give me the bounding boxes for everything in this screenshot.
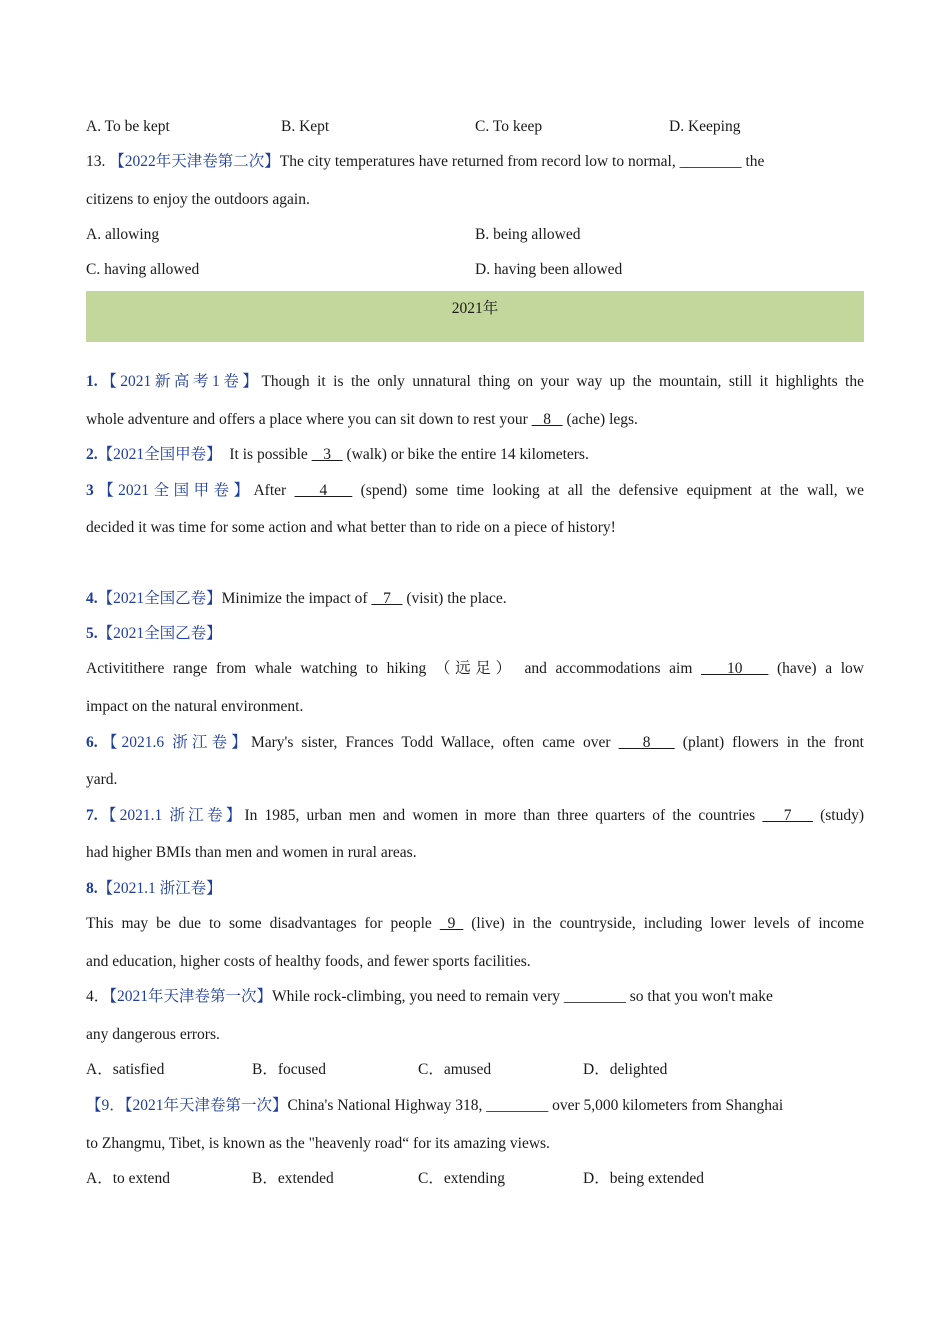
item-9-text: While rock-climbing, you need to remain very ________ so that you won't make (272, 988, 773, 1005)
item-6-line-1 (86, 733, 864, 753)
q13-question-line-2: citizens to enjoy the outdoors again. (86, 191, 310, 208)
item-6-line-2: yard. (86, 771, 118, 788)
q13-option-d[interactable]: D. having been allowed (475, 261, 623, 278)
item-8-text: This may be due to some disadvantages for people (86, 915, 440, 932)
item-6-source-tag: 【2021.6 浙江卷】 (97, 734, 251, 751)
item-3-line-2: decided it was time for some action and what better than to ride on a piece of history! (86, 519, 616, 536)
section-title: 2021年 (451, 300, 499, 317)
item-2-source-tag: 【2021全国甲卷】 (97, 446, 222, 463)
item-3-source-tag: 【2021全国甲卷】 (93, 482, 254, 499)
q13-option-b[interactable]: B. being allowed (475, 226, 581, 243)
item-6-hint: (plant) flowers in the front (674, 734, 864, 751)
item-3-hint: (spend) some time looking at all the defensive equipment at the wall, we (352, 482, 864, 499)
item-8-blank[interactable]: 9 (439, 915, 464, 932)
item-10-number: 【9． (86, 1097, 125, 1114)
item-4-line (86, 589, 864, 609)
item-9-option-c[interactable]: C．amused (418, 1061, 492, 1078)
item-8-number: 8. (86, 880, 98, 897)
q12-option-b[interactable]: B. Kept (281, 118, 330, 135)
item-9-option-b[interactable]: B．focused (252, 1061, 327, 1078)
item-5-line-1 (86, 659, 864, 679)
q12-option-a[interactable]: A. To be kept (86, 118, 170, 135)
q12-option-c[interactable]: C. To keep (475, 118, 543, 135)
item-1-hint: (ache) legs. (562, 411, 638, 428)
item-1-number: 1. (86, 373, 98, 390)
item-1-blank[interactable]: 8 (531, 411, 563, 428)
item-2-text: It is possible (221, 446, 312, 463)
item-7-hint: (study) (812, 807, 865, 824)
item-10-option-c[interactable]: C．extending (418, 1170, 505, 1187)
q12-option-d[interactable]: D. Keeping (669, 118, 741, 135)
item-8-line-2: and education, higher costs of healthy foods, and fewer sports facilities. (86, 953, 531, 970)
q13-number: 13. (86, 153, 110, 170)
item-4-text: Minimize the impact of (221, 590, 372, 607)
item-1-source-tag: 【2021新高考1卷】 (97, 373, 262, 390)
item-7-number: 7. (86, 807, 98, 824)
item-4-number: 4. (86, 590, 98, 607)
item-9-source-tag: 【2021年天津卷第一次】 (109, 988, 273, 1005)
item-4-source-tag: 【2021全国乙卷】 (97, 590, 222, 607)
item-3-blank[interactable]: 4 (294, 482, 353, 499)
item-10-source-tag: 【2021年天津卷第一次】 (124, 1097, 288, 1114)
item-4-hint: (visit) the place. (402, 590, 507, 607)
item-10-option-d[interactable]: D．being extended (583, 1170, 704, 1187)
item-1-line-2 (86, 410, 864, 430)
item-10-line-2: to Zhangmu, Tibet, is known as the "heavenly road“ for its amazing views. (86, 1135, 550, 1152)
item-2-line (86, 445, 864, 465)
item-9-number: 4． (86, 988, 110, 1005)
item-6-text: Mary's sister, Frances Todd Wallace, often came over (250, 734, 619, 751)
item-1-line-1 (86, 372, 864, 392)
item-1-text-2: whole adventure and offers a place where you can sit down to rest your (86, 411, 532, 428)
item-2-hint: (walk) or bike the entire 14 kilometers. (342, 446, 589, 463)
item-5-number: 5. (86, 625, 98, 642)
item-8-line-1 (86, 914, 864, 934)
item-10-option-a[interactable]: A．to extend (86, 1170, 170, 1187)
item-1-text-1: Though it is the only unnatural thing on your way up the mountain, still it highlights the (261, 373, 864, 390)
item-7-source-tag: 【2021.1 浙江卷】 (97, 807, 245, 824)
item-10-line-1 (86, 1096, 864, 1116)
section-header-band (86, 291, 864, 342)
q13-source-tag: 【2022年天津卷第二次】 (109, 153, 280, 170)
item-9-line-2: any dangerous errors. (86, 1026, 220, 1043)
item-9-option-d[interactable]: D．delighted (583, 1061, 668, 1078)
item-5-heading (86, 624, 864, 644)
item-10-option-b[interactable]: B．extended (252, 1170, 334, 1187)
item-7-line-1 (86, 806, 864, 826)
q13-question-line-1 (86, 152, 864, 172)
item-8-hint: (live) in the countryside, including lower levels of income (463, 915, 864, 932)
item-5-hint: (have) a low (768, 660, 864, 677)
item-6-number: 6. (86, 734, 98, 751)
item-7-blank[interactable]: 7 (762, 807, 813, 824)
item-7-text: In 1985, urban men and women in more than three quarters of the countries (244, 807, 763, 824)
item-5-blank[interactable]: 10 (701, 660, 769, 677)
item-3-text: After (253, 482, 295, 499)
item-8-heading (86, 879, 864, 899)
item-5-text: Activitithere range from whale watching to hiking （远足） and accommodations aim (86, 660, 702, 677)
item-5-source-tag: 【2021全国乙卷】 (97, 625, 222, 642)
item-9-line-1 (86, 987, 864, 1007)
item-10-text: China's National Highway 318, ________ over 5,000 kilometers from Shanghai (287, 1097, 784, 1114)
item-3-number: 3 (86, 482, 94, 499)
item-2-blank[interactable]: 3 (311, 446, 343, 463)
item-7-line-2: had higher BMIs than men and women in rural areas. (86, 844, 417, 861)
item-6-blank[interactable]: 8 (618, 734, 675, 751)
item-4-blank[interactable]: 7 (371, 590, 403, 607)
item-2-number: 2. (86, 446, 98, 463)
q13-option-a[interactable]: A. allowing (86, 226, 160, 243)
item-8-source-tag: 【2021.1 浙江卷】 (97, 880, 222, 897)
item-5-line-2: impact on the natural environment. (86, 698, 304, 715)
q13-option-c[interactable]: C. having allowed (86, 261, 200, 278)
item-9-option-a[interactable]: A．satisfied (86, 1061, 165, 1078)
item-3-line-1 (86, 481, 864, 501)
q13-text-1: The city temperatures have returned from record low to normal, ________ the (279, 153, 765, 170)
